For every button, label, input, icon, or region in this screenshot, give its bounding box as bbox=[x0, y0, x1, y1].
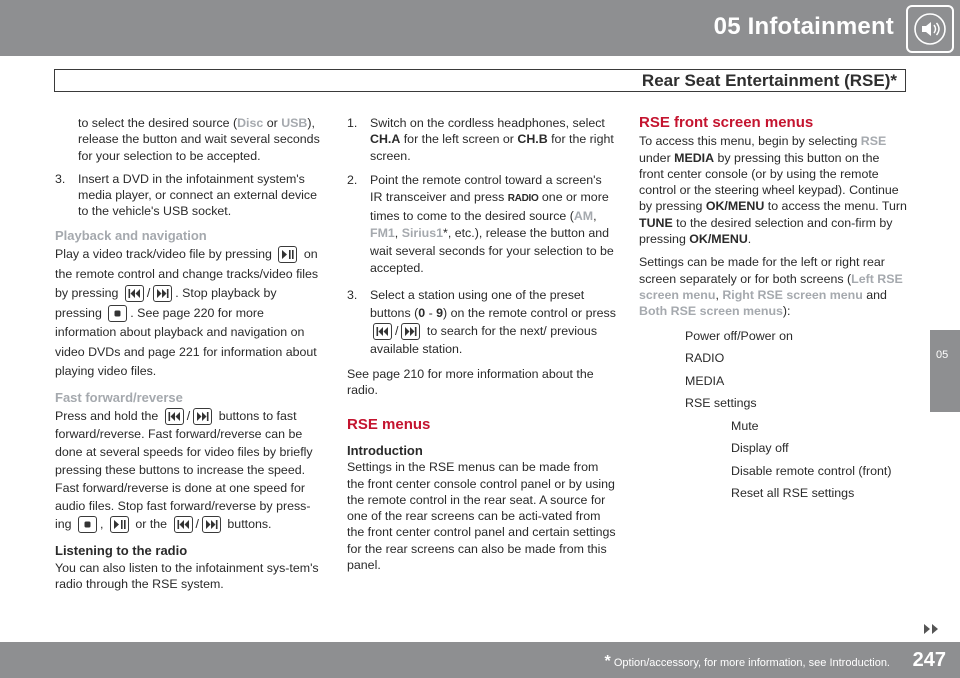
submenu-item: Display off bbox=[731, 441, 789, 456]
radio-reference: See page 210 for more information about the radio. bbox=[347, 367, 594, 398]
submenu-item: Reset all RSE settings bbox=[731, 486, 855, 501]
chapter-header-band bbox=[0, 0, 960, 56]
front-screen-menus-heading: RSE front screen menus bbox=[639, 114, 814, 131]
step-list bbox=[347, 115, 617, 358]
next-track-icon bbox=[153, 285, 172, 302]
footnote: * Option/accessory, for more information, see Introduction. bbox=[604, 653, 890, 670]
list-item: 3. Insert a DVD in the infotainment system's media player, or connect an external device to the vehicle's USB socket. bbox=[55, 171, 318, 219]
stop-icon bbox=[108, 305, 127, 322]
next-track-icon bbox=[202, 516, 221, 533]
menu-tree bbox=[639, 328, 907, 508]
page-footer bbox=[0, 642, 960, 678]
chapter-tab-label: 05 bbox=[936, 349, 949, 361]
radio-heading: Listening to the radio bbox=[55, 543, 188, 559]
column-2 bbox=[347, 115, 617, 580]
rse-menus-heading: RSE menus bbox=[347, 415, 431, 433]
column-3 bbox=[639, 115, 907, 508]
menu-item: RSE settings bbox=[685, 396, 757, 411]
play-pause-icon bbox=[110, 516, 129, 533]
previous-track-icon bbox=[174, 516, 193, 533]
submenu-item: Mute bbox=[731, 418, 759, 433]
section-title: Rear Seat Entertainment (RSE)* bbox=[641, 71, 897, 90]
column-1 bbox=[55, 115, 323, 599]
chapter-title: 05 Infotainment bbox=[713, 13, 894, 40]
introduction-text: Settings in the RSE menus can be made from the front center console control panel or by using the remote control in the rear seat. A source for one of the rear screens can be acti-vated from the front center control panel and certain settings for the rear screens can also be made from this panel. bbox=[347, 460, 616, 573]
menu-item: RADIO bbox=[685, 351, 725, 366]
section-header bbox=[54, 69, 906, 92]
previous-track-icon bbox=[373, 323, 392, 340]
page-number: 247 bbox=[912, 649, 946, 671]
next-track-icon bbox=[401, 323, 420, 340]
step-list bbox=[55, 171, 323, 220]
forward-arrows-icon bbox=[922, 622, 942, 640]
fast-forward-text: Press and hold the / buttons to fast forward/reverse. Fast forward/reverse can be done at several speeds for video files by briefly pressing these buttons to increase the speed. Fast forward/reverse is done at one speed for audio files. Stop fast forward/reverse by press-ing , or the / buttons. bbox=[55, 407, 323, 533]
previous-track-icon bbox=[165, 408, 184, 425]
list-item: 2. Point the remote control toward a screen's IR transceiver and press RADIO one or more times to come to the desired source (AM, FM1, Sirius1*, etc.), release the button and wait several seconds for your selection to be accepted. bbox=[347, 172, 614, 276]
introduction-heading: Introduction bbox=[347, 443, 423, 458]
access-text: To access this menu, begin by selecting RSE under MEDIA by pressing this button on the front center console (or by using the remote control or the steering wheel keypad). Continue by pressing OK/MENU to access the menu. Turn TUNE to the desired selection and con-firm by pressing OK/MENU. bbox=[639, 134, 907, 247]
chapter-tab bbox=[930, 330, 960, 412]
stop-icon bbox=[78, 516, 97, 533]
menu-item: Power off/Power on bbox=[685, 328, 793, 343]
previous-track-icon bbox=[125, 285, 144, 302]
playback-text: Play a video track/video file by pressing on the remote control and change tracks/video files by pressing / . Stop playback by pressing . See page 220 for more information about playback and navigation on video DVDs and page 221 for information about playing video files. bbox=[55, 247, 319, 379]
play-pause-icon bbox=[278, 246, 297, 263]
submenu-item: Disable remote control (front) bbox=[731, 463, 892, 478]
list-item: 3. Select a station using one of the preset buttons (0 - 9) on the remote control or press / to search for the next/ previous available station. bbox=[347, 287, 616, 357]
menu-item: MEDIA bbox=[685, 373, 725, 388]
settings-text: Settings can be made for the left or right rear screen separately or for both screens (Left RSE screen menu, Right RSE screen menu and Both RSE screen menus): bbox=[639, 255, 903, 319]
list-item: 1. Switch on the cordless headphones, select CH.A for the left screen or CH.B for the right screen. bbox=[347, 116, 614, 163]
playback-heading: Playback and navigation bbox=[55, 227, 207, 243]
speaker-icon bbox=[906, 5, 954, 53]
source-selection-continued: to select the desired source (Disc or USB), release the button and wait several seconds for your selection to be accepted. bbox=[78, 116, 320, 163]
next-track-icon bbox=[193, 408, 212, 425]
fast-forward-heading: Fast forward/reverse bbox=[55, 389, 183, 405]
radio-text: You can also listen to the infotainment sys-tem's radio through the RSE system. bbox=[55, 560, 319, 591]
